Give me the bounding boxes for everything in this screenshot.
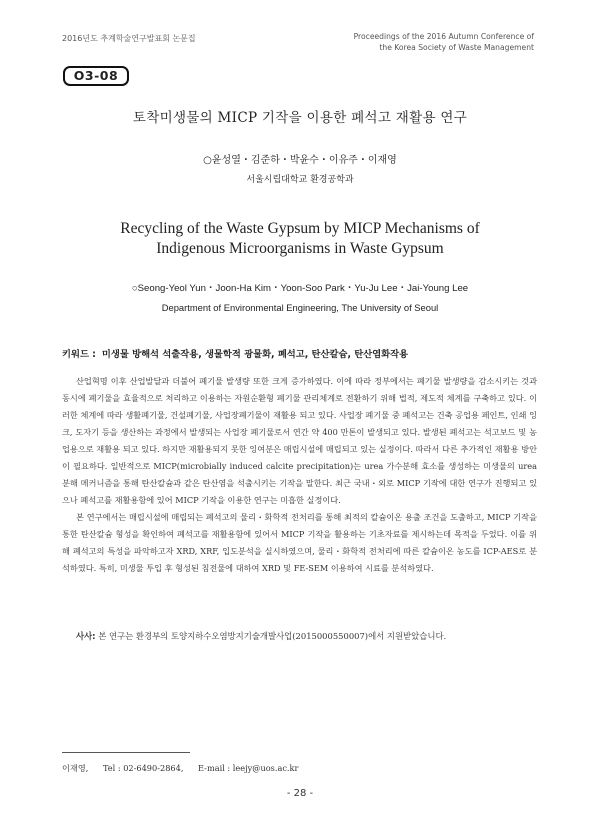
contact-footnote (62, 763, 310, 774)
keywords (62, 346, 408, 360)
title-en-line1: Recycling of the Waste Gypsum by MICP Mechanisms of (120, 220, 480, 237)
keywords-label: 키워드 : (62, 349, 96, 360)
affiliation-ko: 서울시립대학교 환경공학과 (246, 175, 354, 185)
contact-email: E-mail : leejy@uos.ac.kr (198, 763, 299, 773)
abstract-paragraph-1: 산업혁명 이후 산업발달과 더불어 폐기물 발생량 또한 크게 증가하였다. 이에 따라 정부에서는 폐기물 발생량을 감소시키는 것과 동시에 폐기물을 효율적으로 처리하고 이용하는 자원순환형 폐기물 관리체계로 전환하기 위해 법적, 제도적 체계를 구축하고 있다. 이러한 체계에 따라 생활폐기물, 건설폐기물, 사업장폐기물이 재활용 되고 있다. 사업장 폐기물 중 폐석고는 건축 공업용 페인트, 인쇄 잉크, 도자기 등을 생산하는 과정에서 발생되는 사업장 폐기물로서 연간 약 400 만톤이 발생되고 있다. 발생된 폐석고는 석고보드 및 농업용으로 재활용 되고 있다. 하지만 재활용되지 못한 잉여분은 매립시설에 매립되고 있는 실정이다. 따라서 다른 추가적인 재활용 방안이 필요하다. 일반적으로 MICP(microbially induced calcite precipitation)는 urea 가수분해 효소를 생성하는 미생물의 urea 분해 메커니즘을 통해 탄산칼슘과 같은 탄산염을 석출시키는 기작을 말한다. 최근 국내・외로 MICP 기작에 대한 연구가 진행되고 있으나 폐석고를 재활용함에 있어 MICP 기작을 이용한 연구는 미흡한 실정이다. (62, 376, 537, 505)
keywords-list: 미생물 방해석 석출작용, 생물학적 광물화, 폐석고, 탄산칼슘, 탄산염화작용 (101, 349, 409, 360)
abstract-body (62, 373, 537, 577)
footnote-divider (62, 752, 190, 753)
header-right-line1: Proceedings of the 2016 Autumn Conference of (353, 32, 534, 41)
authors-en: ○Seong-Yeol Yun・Joon-Ha Kim・Yoon-Soo Park・Yu-Ju Lee・Jai-Young Lee (131, 283, 469, 294)
title-en-line2: Indigenous Microorganisms in Waste Gypsum (156, 240, 444, 257)
paper-title-en (0, 219, 600, 259)
paper-code-badge: O3-08 (63, 66, 129, 86)
page-number: - 28 - (286, 788, 314, 799)
header-right-line2: the Korea Society of Waste Management (379, 43, 534, 52)
contact-name: 이재영, (62, 763, 89, 773)
abstract-paragraph-2: 본 연구에서는 매립시설에 매립되는 폐석고의 물리・화학적 전처리를 통해 최적의 칼슘이온 용출 조건을 도출하고, MICP 기작을 통한 탄산칼슘 형성을 확인하여 폐석고를 재활용함에 있어서 MICP 기작을 활용하는 기초자료를 제시하는데 목적을 두었다. 이를 위해 폐석고의 특성을 파악하고자 XRD, XRF, 입도분석을 실시하였으며, 물리・화학적 전처리에 따른 칼슘이온 농도를 ICP-AES로 분석하였다. 특히, 미생물 투입 후 형성된 침전물에 대하여 XRD 및 FE-SEM 이용하여 시료를 분석하였다. (62, 512, 537, 573)
ack-text: 본 연구는 환경부의 토양지하수오염방지기술개발사업(2015000550007)에서 지원받았습니다. (98, 631, 447, 641)
acknowledgement (62, 630, 537, 642)
affiliation-en: Department of Environmental Engineering, The University of Seoul (161, 302, 439, 313)
contact-tel: Tel : 02-6490-2864, (102, 763, 184, 773)
ack-label: 사사: (76, 631, 96, 641)
header-conference-title-en (354, 31, 534, 53)
authors-ko: ○윤성열・김준하・박윤수・이유주・이재영 (203, 155, 397, 166)
paper-title-ko: 토착미생물의 MICP 기작을 이용한 폐석고 재활용 연구 (132, 110, 468, 126)
header-conference-title-ko: 2016년도 추계학술연구발표회 논문집 (62, 34, 196, 43)
